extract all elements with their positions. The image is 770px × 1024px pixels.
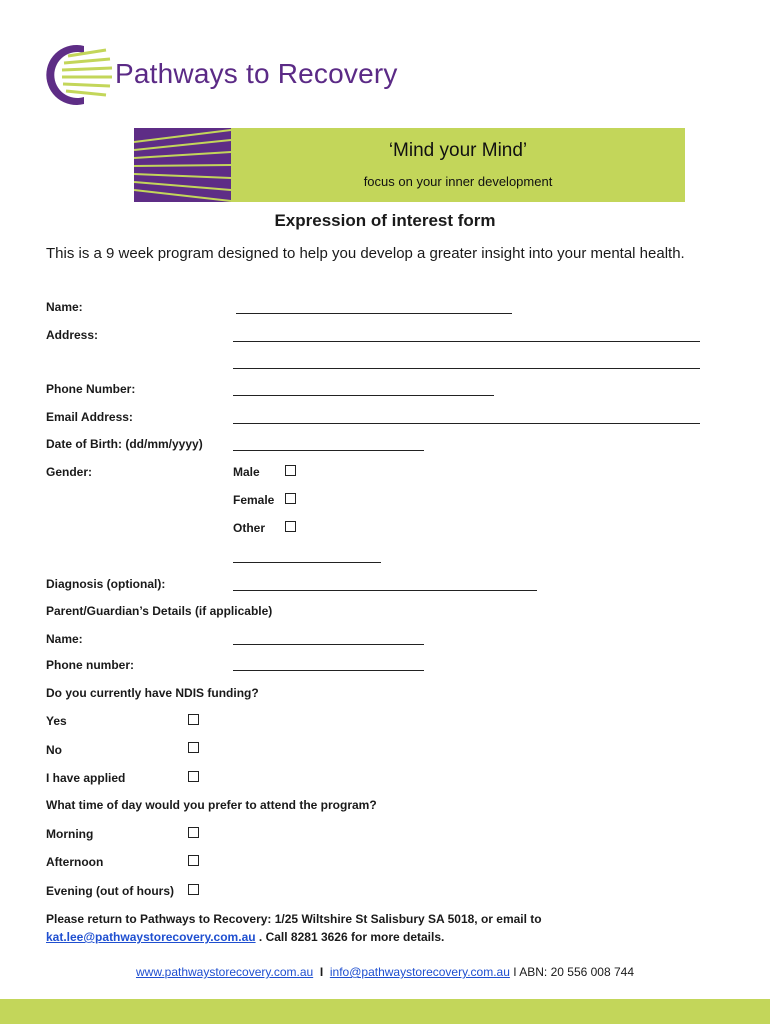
name-label: Name: <box>46 300 83 314</box>
ndis-option-no: No <box>46 743 62 757</box>
ndis-option-applied: I have applied <box>46 771 126 785</box>
footer-email-link[interactable]: info@pathwaystorecovery.com.au <box>329 965 510 979</box>
logo-text: Pathways to Recovery <box>115 58 398 89</box>
form-title: Expression of interest form <box>274 211 496 230</box>
time-option-afternoon: Afternoon <box>46 855 104 869</box>
footer-contact <box>0 965 770 979</box>
gender-option-other: Other <box>233 521 266 535</box>
footer-abn: I ABN: 20 556 008 744 <box>513 965 635 979</box>
footer-website-link[interactable]: www.pathwaystorecovery.com.au <box>135 965 314 979</box>
dob-label: Date of Birth: (dd/mm/yyyy) <box>46 437 203 451</box>
male-checkbox[interactable] <box>285 465 296 476</box>
guardian-phone-label: Phone number: <box>46 658 135 672</box>
return-email-link[interactable]: kat.lee@pathwaystorecovery.com.au <box>46 930 256 944</box>
time-option-evening: Evening (out of hours) <box>46 884 174 898</box>
afternoon-checkbox[interactable] <box>188 855 199 866</box>
phone-field[interactable] <box>233 395 494 396</box>
address-field-line-1[interactable] <box>233 341 700 342</box>
gender-option-female: Female <box>233 493 275 507</box>
gender-label: Gender: <box>46 465 93 479</box>
banner-subtitle: focus on your inner development <box>363 174 553 189</box>
return-call-text: . Call 8281 3626 for more details. <box>258 930 445 944</box>
guardian-heading: Parent/Guardian’s Details (if applicable) <box>46 604 273 618</box>
name-field[interactable] <box>236 313 512 314</box>
dob-field[interactable] <box>233 450 424 451</box>
phone-label: Phone Number: <box>46 382 136 396</box>
banner-title: ‘Mind your Mind’ <box>388 140 528 161</box>
logo-icon <box>44 42 114 108</box>
email-field[interactable] <box>233 423 700 424</box>
intro-text: This is a 9 week program designed to help you develop a greater insight into your mental health. <box>46 245 685 262</box>
guardian-name-field[interactable] <box>233 644 424 645</box>
time-option-morning: Morning <box>46 827 94 841</box>
female-checkbox[interactable] <box>285 493 296 504</box>
return-instructions <box>46 910 746 946</box>
gender-option-male: Male <box>233 465 260 479</box>
guardian-phone-field[interactable] <box>233 670 424 671</box>
footer-separator: I <box>319 965 324 979</box>
program-banner <box>134 128 685 202</box>
evening-checkbox[interactable] <box>188 884 199 895</box>
diagnosis-label: Diagnosis (optional): <box>46 577 166 591</box>
footer-bar <box>0 999 770 1024</box>
ndis-no-checkbox[interactable] <box>188 742 199 753</box>
address-field-line-2[interactable] <box>233 368 700 369</box>
other-checkbox[interactable] <box>285 521 296 532</box>
diagnosis-field[interactable] <box>233 590 537 591</box>
morning-checkbox[interactable] <box>188 827 199 838</box>
email-label: Email Address: <box>46 410 133 424</box>
address-label: Address: <box>46 328 99 342</box>
gender-other-field[interactable] <box>233 562 381 563</box>
ndis-question: Do you currently have NDIS funding? <box>46 686 259 700</box>
banner-rays-graphic <box>134 128 231 202</box>
ndis-yes-checkbox[interactable] <box>188 714 199 725</box>
guardian-name-label: Name: <box>46 632 83 646</box>
time-question: What time of day would you prefer to attend the program? <box>46 798 377 812</box>
return-text: Please return to Pathways to Recovery: 1/25 Wiltshire St Salisbury SA 5018, or email to <box>46 912 542 926</box>
ndis-applied-checkbox[interactable] <box>188 771 199 782</box>
sunburst-icon <box>134 128 231 202</box>
ndis-option-yes: Yes <box>46 714 67 728</box>
